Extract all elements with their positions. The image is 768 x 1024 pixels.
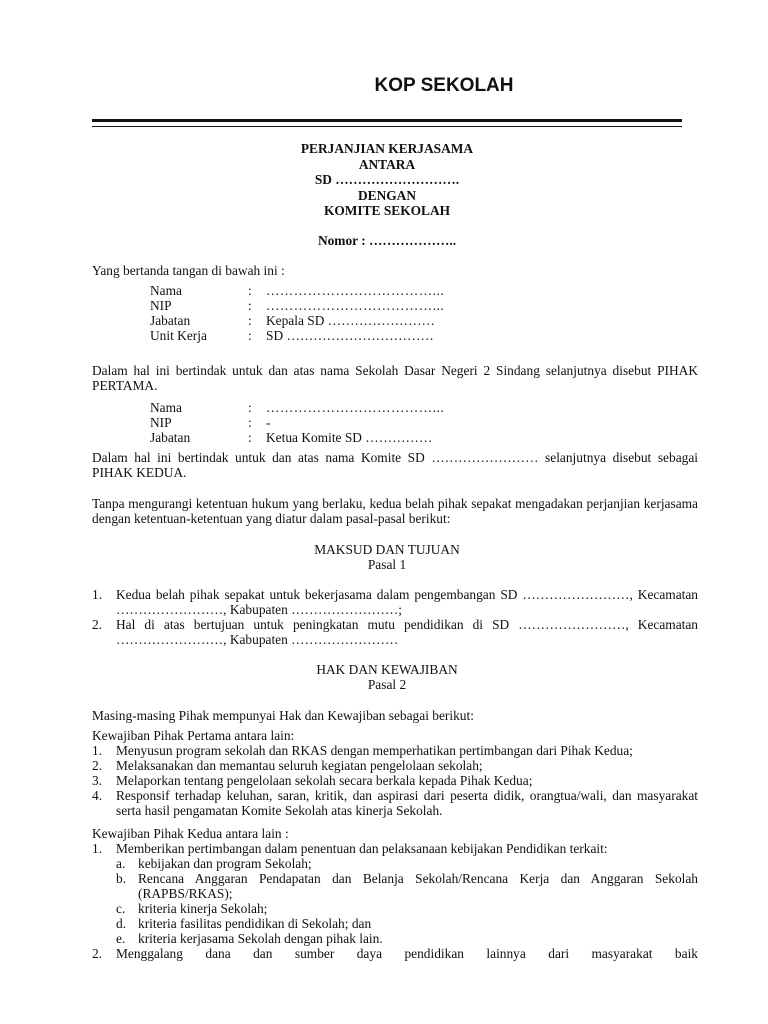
list-item — [92, 946, 698, 961]
kewajiban-kedua-list-continued — [92, 946, 698, 961]
kewajiban-kedua-list — [92, 841, 698, 856]
identity-colon: : — [248, 328, 252, 343]
pihak-pertama-statement: Dalam hal ini bertindak untuk dan atas nama Sekolah Dasar Negeri 2 Sindang selanjutnya disebut PIHAK PERTAMA. — [92, 363, 698, 393]
list-text: Melaporkan tentang pengelolaan sekolah secara berkala kepada Pihak Kedua; — [116, 773, 533, 788]
agreement-title — [92, 141, 682, 219]
list-text: Hal di atas bertujuan untuk peningkatan mutu pendidikan di SD ……………………, Kecamatan ……………………, Kabupaten …………………… — [116, 617, 698, 647]
list-item — [92, 587, 698, 617]
letterhead-rule-thin — [92, 126, 682, 127]
identity-value: - — [266, 415, 271, 430]
sublist-item — [116, 916, 698, 931]
sublist-text: Rencana Anggaran Pendapatan dan Belanja Sekolah/Rencana Kerja dan Anggaran Sekolah (RAPBS/RKAS); — [138, 871, 698, 901]
list-text: Memberikan pertimbangan dalam penentuan dan pelaksanaan kebijakan Pendidikan terkait: — [116, 841, 608, 856]
sublist-item — [116, 931, 698, 946]
sublist-item — [116, 856, 698, 871]
pihak-kedua-identity — [150, 400, 444, 445]
identity-key: Jabatan — [150, 313, 191, 328]
list-item — [92, 617, 698, 647]
title-line-3: SD ………………………. — [314, 172, 460, 187]
identity-row — [150, 313, 444, 328]
title-line-1: PERJANJIAN KERJASAMA — [300, 141, 474, 156]
identity-key: NIP — [150, 298, 172, 313]
identity-value: SD …………………………… — [266, 328, 434, 343]
kewajiban-pertama-list — [92, 743, 698, 818]
identity-colon: : — [248, 283, 252, 298]
sublist-text: kriteria kinerja Sekolah; — [138, 901, 268, 916]
identity-key: Nama — [150, 283, 182, 298]
sublist-item — [116, 901, 698, 916]
pasal-2-heading: HAK DAN KEWAJIBAN — [316, 662, 458, 677]
identity-value: ………………………………... — [266, 283, 445, 298]
identity-row — [150, 400, 444, 415]
identity-colon: : — [248, 313, 252, 328]
sublist-item — [116, 871, 698, 901]
sublist-letter: b. — [116, 871, 127, 886]
preamble-text: Tanpa mengurangi ketentuan hukum yang berlaku, kedua belah pihak sepakat mengadakan perjanjian kerjasama dengan ketentuan-ketentuan yang diatur dalam pasal-pasal berikut: — [92, 496, 698, 526]
letterhead-title: KOP SEKOLAH — [374, 75, 514, 96]
kewajiban-kedua-sublist — [116, 856, 698, 946]
identity-value: Ketua Komite SD …………… — [266, 430, 433, 445]
identity-colon: : — [248, 430, 252, 445]
pihak-pertama-identity — [150, 283, 444, 343]
pasal-1-list — [92, 587, 698, 647]
list-number: 2. — [92, 946, 103, 961]
list-number: 4. — [92, 788, 103, 803]
list-number: 1. — [92, 743, 103, 758]
kewajiban-pertama-title: Kewajiban Pihak Pertama antara lain: — [92, 728, 295, 743]
identity-row — [150, 298, 444, 313]
identity-key: Nama — [150, 400, 182, 415]
identity-value: ………………………………... — [266, 400, 445, 415]
list-item — [92, 743, 698, 758]
list-item — [92, 758, 698, 773]
pasal-1-number: Pasal 1 — [367, 557, 407, 572]
identity-row — [150, 328, 444, 343]
list-item — [92, 773, 698, 788]
identity-colon: : — [248, 415, 252, 430]
identity-colon: : — [248, 298, 252, 313]
list-number: 3. — [92, 773, 103, 788]
identity-key: Jabatan — [150, 430, 191, 445]
pihak-kedua-statement: Dalam hal ini bertindak untuk dan atas nama Komite SD …………………… selanjutnya disebut sebagai PIHAK KEDUA. — [92, 450, 698, 480]
list-text: Menyusun program sekolah dan RKAS dengan memperhatikan pertimbangan dari Pihak Kedua; — [116, 743, 633, 758]
identity-value: Kepala SD …………………… — [266, 313, 435, 328]
identity-row — [150, 283, 444, 298]
identity-colon: : — [248, 400, 252, 415]
list-number: 2. — [92, 617, 103, 632]
title-line-4: DENGAN — [357, 187, 417, 203]
list-number: 2. — [92, 758, 103, 773]
list-text: Melaksanakan dan memantau seluruh kegiatan pengelolaan sekolah; — [116, 758, 483, 773]
document-number: Nomor : ……………….. — [317, 233, 457, 248]
sublist-letter: e. — [116, 931, 126, 946]
list-item — [92, 788, 698, 818]
pasal-2-number: Pasal 2 — [367, 677, 407, 692]
list-text: Menggalang dana dan sumber daya pendidikan lainnya dari masyarakat baik — [116, 946, 698, 961]
title-line-5: KOMITE SEKOLAH — [323, 203, 451, 218]
title-line-2: ANTARA — [358, 156, 416, 172]
pasal-2-lead: Masing-masing Pihak mempunyai Hak dan Kewajiban sebagai berikut: — [92, 708, 474, 723]
list-text: Responsif terhadap keluhan, saran, kritik, dan aspirasi dari peserta didik, orangtua/wali, dan masyarakat serta hasil pengamatan Komite Sekolah atas kinerja Sekolah. — [116, 788, 698, 818]
pasal-2-header — [92, 662, 682, 692]
sublist-text: kriteria kerjasama Sekolah dengan pihak lain. — [138, 931, 383, 946]
identity-row — [150, 430, 444, 445]
identity-key: Unit Kerja — [150, 328, 207, 343]
list-text: Kedua belah pihak sepakat untuk bekerjasama dalam pengembangan SD ……………………, Kecamatan ……………………, Kabupaten ……………………; — [116, 587, 698, 617]
list-number: 1. — [92, 587, 103, 602]
sublist-letter: d. — [116, 916, 127, 931]
identity-value: ………………………………... — [266, 298, 445, 313]
sublist-text: kriteria fasilitas pendidikan di Sekolah; dan — [138, 916, 372, 931]
letterhead-rule-thick — [92, 119, 682, 122]
list-item — [92, 841, 698, 856]
sublist-letter: a. — [116, 856, 126, 871]
pasal-1-header — [92, 542, 682, 572]
identity-key: NIP — [150, 415, 172, 430]
identity-row — [150, 415, 444, 430]
pasal-1-heading: MAKSUD DAN TUJUAN — [314, 542, 460, 557]
sublist-letter: c. — [116, 901, 126, 916]
intro-text: Yang bertanda tangan di bawah ini : — [92, 263, 285, 278]
list-number: 1. — [92, 841, 103, 856]
kewajiban-kedua-title: Kewajiban Pihak Kedua antara lain : — [92, 826, 289, 841]
sublist-text: kebijakan dan program Sekolah; — [138, 856, 312, 871]
